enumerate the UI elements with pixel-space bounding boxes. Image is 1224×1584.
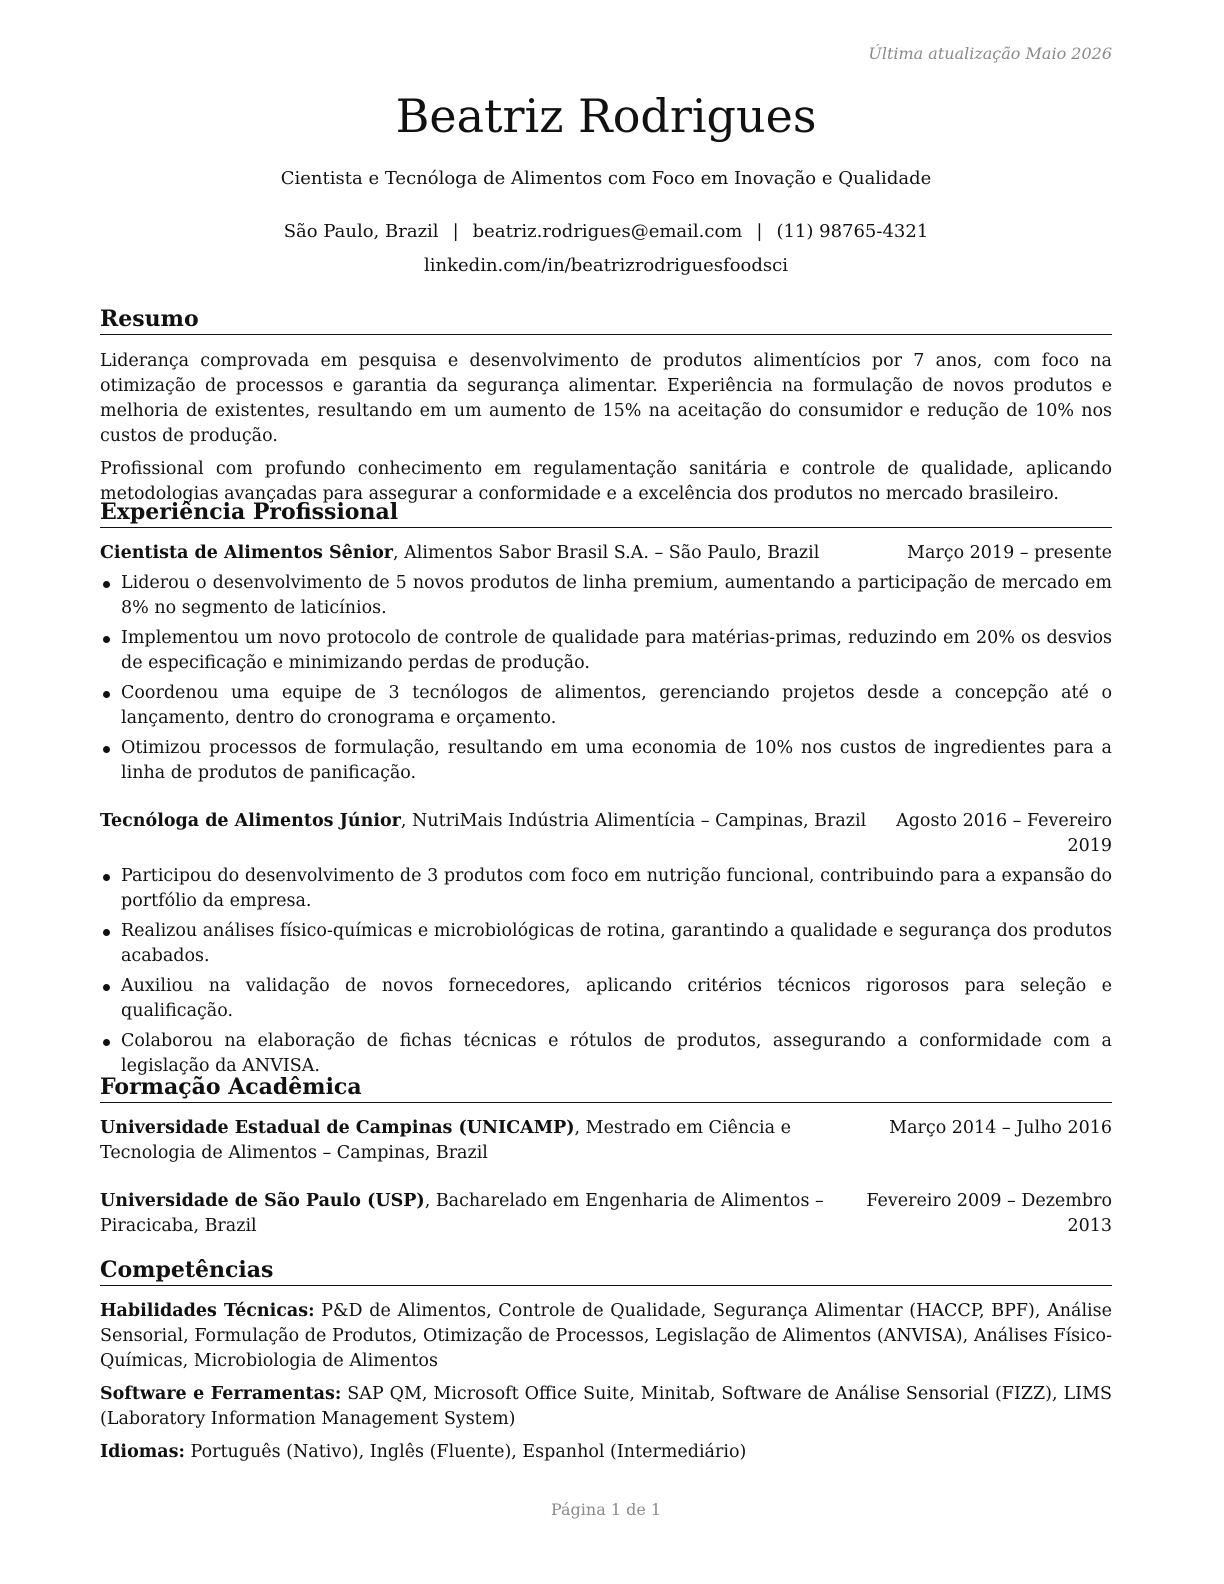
contact-separator: |	[756, 221, 763, 242]
education-entry	[100, 1189, 1112, 1239]
list-item: Implementou um novo protocolo de controle de qualidade para matérias-primas, reduzindo em 20% os desvios de especificação e minimizando perdas de produção.	[100, 626, 1112, 676]
skill-value: SAP QM, Microsoft Office Suite, Minitab, Software de Análise Sensorial (FIZZ), LIMS (Laboratory Information Management System)	[100, 1384, 1112, 1429]
contact-linkedin[interactable]: linkedin.com/in/beatrizrodriguesfoodsci	[424, 255, 788, 276]
job-company: , Alimentos Sabor Brasil S.A. – São Paulo, Brazil	[392, 543, 820, 563]
skill-group	[100, 1382, 1112, 1432]
summary-section	[100, 306, 1112, 507]
skill-group	[100, 1440, 1112, 1465]
job-role: Cientista de Alimentos Sênior	[100, 543, 393, 563]
education-section	[100, 1074, 1112, 1239]
job-dates: Março 2019 – presente	[907, 543, 1112, 563]
list-item: Auxiliou na validação de novos fornecedores, aplicando critérios técnicos rigorosos para seleção e qualificação.	[100, 974, 1112, 1024]
job-role: Tecnóloga de Alimentos Júnior	[100, 811, 401, 831]
job-bullets	[100, 864, 1112, 1079]
skill-value: P&D de Alimentos, Controle de Qualidade, Segurança Alimentar (HACCP, BPF), Análise Sensorial, Formulação de Produtos, Otimização de Processos, Legislação de Alimentos (ANVISA), Análises Físico-Químicas, Microbiologia de Alimentos	[100, 1301, 1112, 1371]
list-item: Otimizou processos de formulação, resultando em uma economia de 10% nos custos de ingredientes para a linha de produtos de panificação.	[100, 736, 1112, 786]
skill-label: Habilidades Técnicas:	[100, 1301, 315, 1321]
contact-separator: |	[452, 221, 459, 242]
job-entry	[100, 541, 1112, 786]
resume-page	[100, 0, 1112, 1584]
list-item: Colaborou na elaboração de fichas técnicas e rótulos de produtos, assegurando a conformidade com a legislação da ANVISA.	[100, 1029, 1112, 1079]
summary-paragraph-2: Profissional com profundo conhecimento em regulamentação sanitária e controle de qualidade, aplicando metodologias avançadas para assegurar a conformidade e a excelência dos produtos no mercado brasileiro.	[100, 459, 1112, 504]
skill-group	[100, 1299, 1112, 1374]
experience-section	[100, 499, 1112, 1079]
list-item: Realizou análises físico-químicas e microbiológicas de rotina, garantindo a qualidade e segurança dos produtos acabados.	[100, 919, 1112, 969]
skill-label: Idiomas:	[100, 1442, 185, 1462]
education-dates: Março 2014 – Julho 2016	[889, 1118, 1112, 1138]
job-header	[100, 809, 1112, 859]
headline: Cientista e Tecnóloga de Alimentos com Foco em Inovação e Qualidade	[280, 168, 932, 189]
list-item: Coordenou uma equipe de 3 tecnólogos de alimentos, gerenciando projetos desde a concepção até o lançamento, dentro do cronograma e orçamento.	[100, 681, 1112, 731]
page-number: Página 1 de 1	[550, 1500, 662, 1519]
list-item: Liderou o desenvolvimento de 5 novos produtos de linha premium, aumentando a participação de mercado em 8% no segmento de laticínios.	[100, 571, 1112, 621]
contact-email[interactable]: beatriz.rodrigues@email.com	[472, 221, 743, 242]
job-dates: Agosto 2016 – Fevereiro 2019	[896, 811, 1112, 856]
contact-block	[100, 219, 1112, 279]
education-school: Universidade de São Paulo (USP)	[100, 1191, 425, 1211]
candidate-name: Beatriz Rodrigues	[395, 89, 817, 143]
skills-section	[100, 1257, 1112, 1465]
section-title-summary: Resumo	[100, 306, 1112, 335]
job-bullets	[100, 571, 1112, 786]
job-company: , NutriMais Indústria Alimentícia – Campinas, Brazil	[400, 811, 867, 831]
education-detail: , Bacharelado em Engenharia de Alimentos – Piracicaba, Brazil	[100, 1191, 824, 1236]
education-entry	[100, 1116, 1112, 1166]
skill-value: Português (Nativo), Inglês (Fluente), Espanhol (Intermediário)	[190, 1442, 747, 1462]
education-dates: Fevereiro 2009 – Dezembro 2013	[866, 1191, 1112, 1236]
job-header	[100, 541, 1112, 566]
summary-paragraph-1: Liderança comprovada em pesquisa e desenvolvimento de produtos alimentícios por 7 anos, com foco na otimização de processos e garantia da segurança alimentar. Experiência na formulação de novos produtos e melhoria de existentes, resultando em um aumento de 15% na aceitação do consumidor e redução de 10% nos custos de produção.	[100, 351, 1112, 446]
section-title-experience: Experiência Profissional	[100, 499, 1112, 528]
skill-label: Software e Ferramentas:	[100, 1384, 342, 1404]
last-updated: Última atualização Maio 2026	[868, 44, 1112, 63]
contact-phone: (11) 98765-4321	[776, 221, 929, 242]
contact-location: São Paulo, Brazil	[283, 221, 439, 242]
job-entry	[100, 809, 1112, 1079]
list-item: Participou do desenvolvimento de 3 produtos com foco em nutrição funcional, contribuindo para a expansão do portfólio da empresa.	[100, 864, 1112, 914]
education-detail: , Mestrado em Ciência e Tecnologia de Alimentos – Campinas, Brazil	[100, 1118, 791, 1163]
education-school: Universidade Estadual de Campinas (UNICAMP)	[100, 1118, 575, 1138]
section-title-education: Formação Acadêmica	[100, 1074, 1112, 1103]
section-title-skills: Competências	[100, 1257, 1112, 1286]
